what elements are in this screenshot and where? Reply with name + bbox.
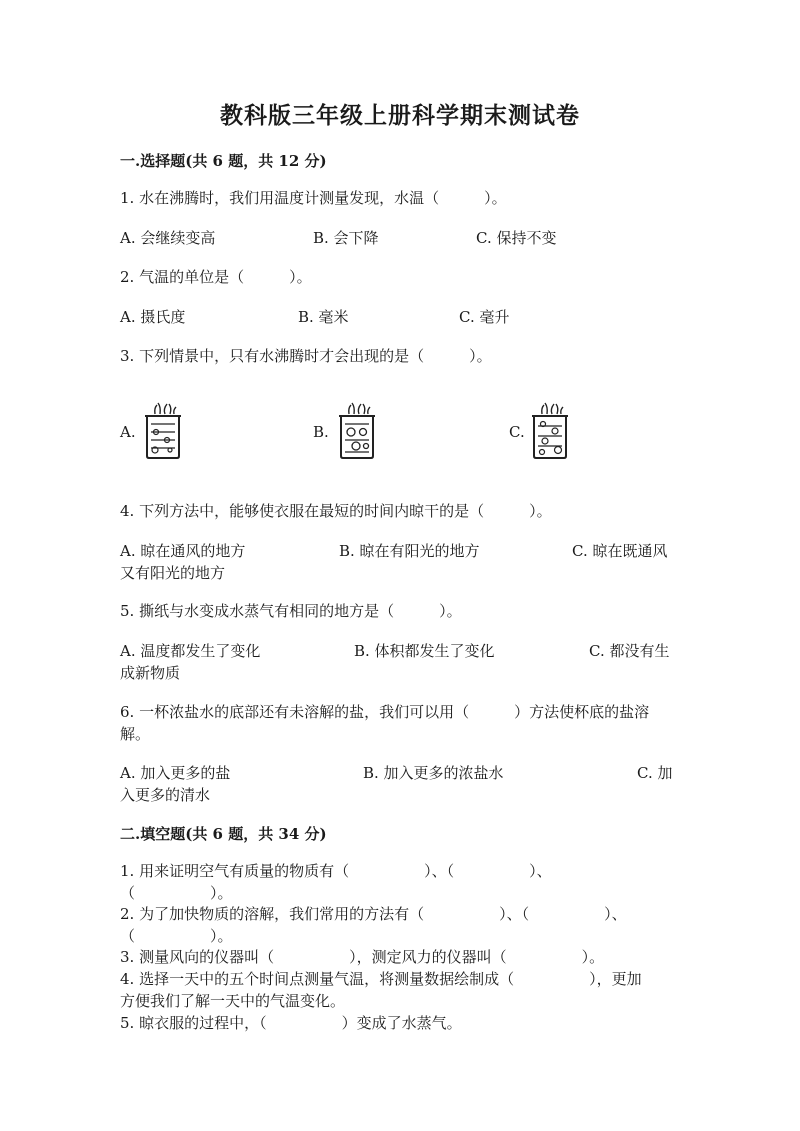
question-5-option-a: A. 温度都发生了变化 (120, 642, 261, 660)
section-heading-fill: 二.填空题(共 6 题，共 34 分) (120, 825, 327, 843)
question-3-option-c: C. (509, 423, 525, 441)
question-6-option-c: C. 加 (637, 764, 673, 782)
question-6-option-a: A. 加入更多的盐 (120, 764, 231, 782)
question-6-option-b: B. 加入更多的浓盐水 (363, 764, 504, 782)
fill-line-6: 4. 选择一天中的五个时间点测量气温，将测量数据绘制成（ ），更加 (120, 970, 642, 988)
question-4-option-c: C. 晾在既通风 (572, 542, 668, 560)
question-4-stem: 4. 下列方法中，能够使衣服在最短的时间内晾干的是（ ）。 (120, 502, 552, 520)
question-5-option-b: B. 体积都发生了变化 (354, 642, 495, 660)
question-5-option-c-wrap: 成新物质 (120, 664, 181, 682)
question-5-stem: 5. 撕纸与水变成水蒸气有相同的地方是（ ）。 (120, 602, 462, 620)
question-3-option-b: B. (313, 423, 329, 441)
question-4-option-c-wrap: 又有阳光的地方 (120, 564, 226, 582)
beaker-bubbles-large-icon (335, 402, 379, 460)
question-6-stem-wrap: 解。 (120, 725, 151, 743)
fill-line-3: 2. 为了加快物质的溶解，我们常用的方法有（ ）、（ ）、 (120, 905, 627, 923)
beaker-bubbles-rising-icon (528, 402, 572, 460)
question-1-option-a: A. 会继续变高 (120, 229, 216, 247)
fill-line-2: （ ）。 (120, 884, 233, 902)
question-2-option-c: C. 毫升 (459, 308, 510, 326)
question-1-option-b: B. 会下降 (313, 229, 379, 247)
question-4-option-b: B. 晾在有阳光的地方 (339, 542, 480, 560)
fill-line-4: （ ）。 (120, 927, 233, 945)
question-2-option-a: A. 摄氏度 (120, 308, 186, 326)
beaker-bubbles-small-icon (141, 402, 185, 460)
page-title: 教科版三年级上册科学期末测试卷 (220, 102, 580, 129)
question-3-stem: 3. 下列情景中，只有水沸腾时才会出现的是（ ）。 (120, 347, 492, 365)
section-heading-choice: 一.选择题(共 6 题，共 12 分) (120, 152, 327, 170)
question-1-option-c: C. 保持不变 (476, 229, 557, 247)
fill-line-5: 3. 测量风向的仪器叫（ ），测定风力的仪器叫（ ）。 (120, 948, 605, 966)
question-2-stem: 2. 气温的单位是（ ）。 (120, 268, 312, 286)
fill-line-1: 1. 用来证明空气有质量的物质有（ ）、（ ）、 (120, 862, 552, 880)
question-1-stem: 1. 水在沸腾时，我们用温度计测量发现，水温（ ）。 (120, 189, 507, 207)
question-5-option-c: C. 都没有生 (589, 642, 670, 660)
question-6-stem: 6. 一杯浓盐水的底部还有未溶解的盐，我们可以用（ ）方法使杯底的盐溶 (120, 703, 650, 721)
fill-line-8: 5. 晾衣服的过程中，（ ）变成了水蒸气。 (120, 1014, 462, 1032)
question-3-option-a: A. (120, 423, 136, 441)
fill-line-7: 方便我们了解一天中的气温变化。 (120, 992, 346, 1010)
question-2-option-b: B. 毫米 (298, 308, 349, 326)
question-6-option-c-wrap: 入更多的清水 (120, 786, 211, 804)
question-4-option-a: A. 晾在通风的地方 (120, 542, 246, 560)
